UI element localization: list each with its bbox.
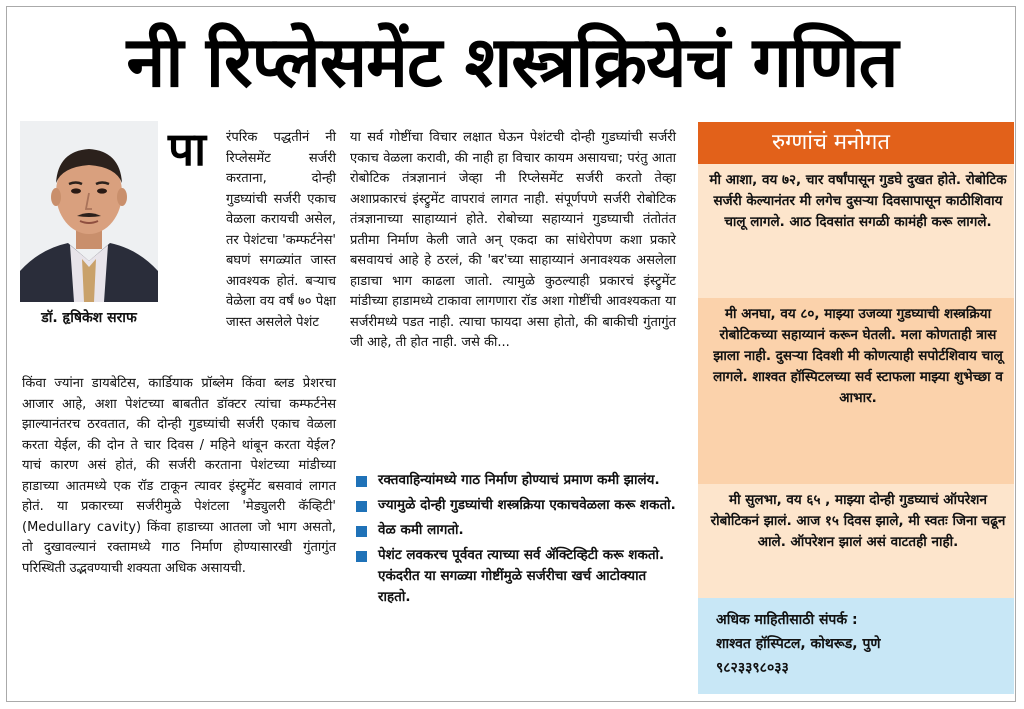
contact-place: शाश्वत हॉस्पिटल, कोथरूड, पुणे — [716, 636, 881, 652]
doctor-portrait-icon — [20, 121, 158, 302]
square-bullet-icon — [356, 526, 367, 537]
column2-body-text: या सर्व गोष्टींचा विचार लक्षात घेऊन पेशंटची दोन्ही गुडघ्यांची सर्जरी एकाच वेळला करावी, की नाही हा विचार कायम असायचा; परंतु आता रोबोटिक तंत्रज्ञानानं जेव्हा नी रिप्लेसमेंट सर्जरी करतो तेव्हा अशाप्रकारचं इंस्ट्रुमेंट वापरावं लागत नाही. संपूर्णपणे सर्जरी रोबोटिक तंत्रज्ञानाच्या साहाय्यानं होते. रोबोच्या सहाय्यानं गुडघ्याची तंतोतंत प्रतीमा निर्माण केली जाते अन् एकदा का सांधेरोपण कशा प्रकारे बसवायचं आहे हे ठरलं, की 'बर'च्या साहाय्यानं अनावश्यक असलेला हाडाचा भाग काढला जातो. त्यामुळे कुठल्याही प्रकारचं इंस्ट्रुमेंट मांडीच्या हाडामध्ये टाकावा लागणारा रॉड अशा गोष्टींची आवश्यकता या सर्जरीमध्ये पडत नाही. त्याचा फायदा असा होतो, की बाकीची गुंतागुंत जी आहे, ती होत नाही. जसे की... — [350, 130, 676, 350]
list-item-text: रक्तवाहिन्यांमध्ये गाठ निर्माण होण्याचं प्रमाण कमी झालंय. — [378, 472, 660, 488]
drop-cap: पा — [168, 122, 207, 176]
square-bullet-icon — [356, 476, 367, 487]
list-item-text: पेशंट लवकरच पूर्ववत त्याच्या सर्व ॲक्टिव्हिटी करू शकतो. एकंदरीत या सगळ्या गोष्टींमुळे सर्जरीचा खर्च आटोक्यात राहतो. — [378, 547, 665, 605]
testimonial-sidebar — [698, 122, 1014, 694]
column1-body-text: किंवा ज्यांना डायबेटिस, कार्डियाक प्रॉब्लेम किंवा ब्लड प्रेशरचा आजार आहे, अशा पेशंटच्या बाबतीत डॉक्टर त्यांचा कम्फर्टनेस झाल्यानंतरच ठरवतात, की दोन्ही गुडघ्यांची सर्जरी एकाच वेळला करता येईल, की दोन ते चार दिवस / महिने थांबून करता येईल? याचं कारण असं होतं, की सर्जरी करताना पेशंटच्या मांडीच्या हाडाच्या आतमध्ये एक रॉड टाकून त्यावर इंस्ट्रुमेंट बसवावं लागत होतं. या प्रकारच्या सर्जरीमुळे पेशंटला 'मेड्युलरी कॅव्हिटी' (Medullary cavity) किंवा हाडाच्या आतला जो भाग असतो, तो दुखावल्यानं रक्तामध्ये गाठ निर्माण होण्यासारखी गुंतागुंत परिस्थिती उद्भवण्याची शक्यता अधिक असायची. — [22, 376, 336, 576]
testimonial-2: मी अनघा, वय ८०, माझ्या उजव्या गुडघ्याची शस्त्रक्रिया रोबोटिकच्या सहाय्यानं करून घेतली. मला कोणताही त्रास झाला नाही. दुसऱ्या दिवशी मी कोणत्याही सपोर्टशिवाय चालू लागले. शाश्वत हॉस्पिटलच्या सर्व स्टाफला माझ्या शुभेच्छा व आभार. — [698, 298, 1014, 484]
list-item — [354, 495, 676, 516]
list-item-text: ज्यामुळे दोन्ही गुडघ्यांची शस्त्रक्रिया एकाचवेळला करू शकतो. — [378, 497, 676, 513]
contact-phone: ९८२३३९८०३३ — [716, 660, 789, 676]
square-bullet-icon — [356, 551, 367, 562]
author-caption: डॉ. हृषिकेश सराफ — [41, 310, 137, 326]
list-item — [354, 520, 676, 541]
testimonial-3: मी सुलभा, वय ६५ , माझ्या दोन्ही गुडघ्याचं ऑपरेशन रोबोटिकनं झालं. आज १५ दिवस झाले, मी स्वतः जिना चढून आले. ऑपरेशन झालं असं वाटतही नाही. — [698, 484, 1014, 598]
benefits-list — [354, 470, 676, 612]
list-item-text: वेळ कमी लागतो. — [378, 522, 464, 538]
column1-intro-text: रंपरिक पद्धतीनं नी रिप्लेसमेंट सर्जरी करताना, दोन्ही गुडघ्यांची सर्जरी एकाच वेळला करायची असेल, तर पेशंटचा 'कम्फर्टनेस' बघणं सगळ्यांत जास्त आवश्यक होतं. बऱ्याच वेळेला वय वर्षं ७० पेक्षा जास्त असलेले पेशंट — [226, 130, 336, 330]
list-item — [354, 470, 676, 491]
headline: नी रिप्लेसमेंट शस्त्रक्रियेचं गणित — [126, 21, 898, 103]
sidebar-title: रुग्णांचं मनोगत — [698, 122, 1014, 164]
list-item — [354, 545, 676, 608]
contact-box — [698, 598, 1014, 694]
square-bullet-icon — [356, 501, 367, 512]
author-photo — [20, 121, 158, 302]
testimonial-1: मी आशा, वय ७२, चार वर्षांपासून गुडघे दुखत होते. रोबोटिक सर्जरी केल्यानंतर मी लगेच दुसऱ्या दिवसापासून काठीशिवाय चालू लागले. आठ दिवसांत सगळी कामंही करू लागले. — [698, 164, 1014, 298]
contact-label: अधिक माहितीसाठी संपर्क : — [716, 612, 858, 628]
